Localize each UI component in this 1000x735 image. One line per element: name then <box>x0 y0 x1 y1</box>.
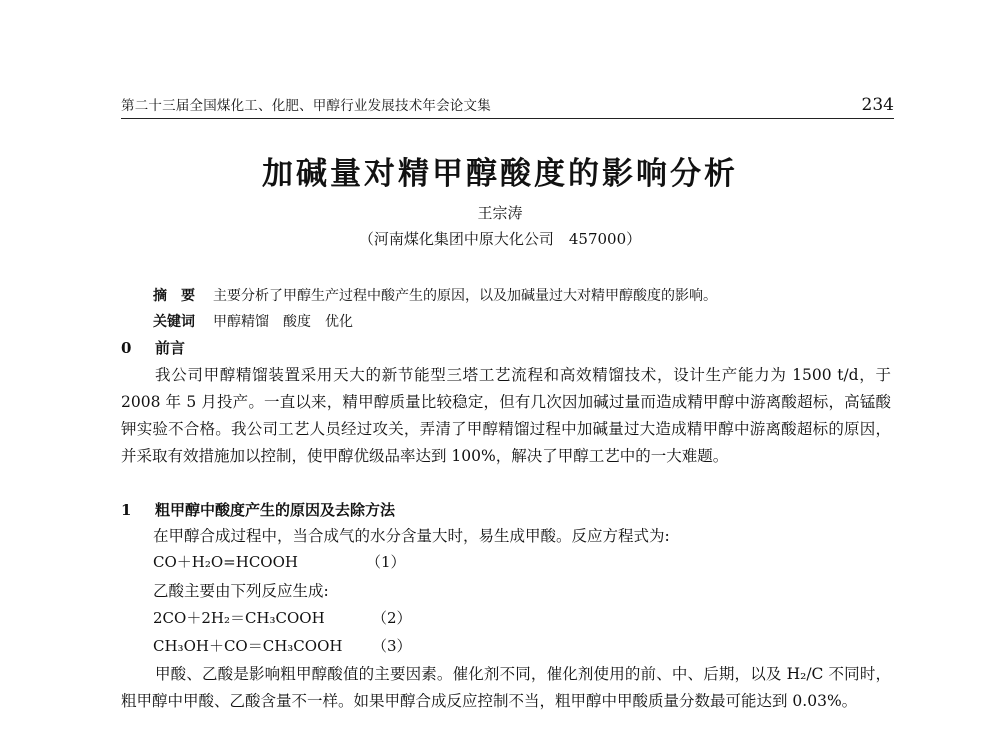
abstract-text: 主要分析了甲醇生产过程中酸产生的原因，以及加碱量过大对精甲醇酸度的影响。 <box>213 288 717 304</box>
journal-title: 第二十三届全国煤化工、化肥、甲醇行业发展技术年会论文集 <box>121 98 491 114</box>
equation-2-number: （2） <box>372 609 412 627</box>
abstract <box>153 285 717 305</box>
keywords-label: 关键词 <box>153 314 195 330</box>
section-title: 粗甲醇中酸度产生的原因及去除方法 <box>155 501 396 519</box>
keywords <box>153 311 353 331</box>
abstract-label: 摘 要 <box>153 288 195 304</box>
keywords-text: 甲醇精馏 酸度 优化 <box>213 314 353 330</box>
introduction-paragraph: 我公司甲醇精馏装置采用天大的新节能型三塔工艺流程和高效精馏技术，设计生产能力为 1500 t/d，于 2008 年 5 月投产。一直以来，精甲醇质量比较稳定，但有几次因加碱过量而造成精甲醇中游离酸超标，高锰酸钾实验不合格。我公司工艺人员经过攻关，弄清了甲醇精馏过程中加碱量过大造成精甲醇中游离酸超标的原因，并采取有效措施加以控制，使甲醇优级品率达到 100%，解决了甲醇工艺中的一大难题。 <box>121 366 891 465</box>
acids-paragraph: 甲酸、乙酸是影响粗甲醇酸值的主要因素。催化剂不同，催化剂使用的前、中、后期，以及 H₂/C 不同时，粗甲醇中甲酸、乙酸含量不一样。如果甲醇合成反应控制不当，粗甲醇中甲酸质量分数最可能达到 0.03%。 <box>121 665 891 710</box>
equation-3: CH₃OH＋CO＝CH₃COOH <box>153 637 343 655</box>
section-heading-introduction <box>121 337 185 358</box>
equation-2: 2CO＋2H₂＝CH₃COOH <box>153 609 325 627</box>
acetic-acid-intro: 乙酸主要由下列反应生成: <box>153 582 329 600</box>
author-affiliation: （河南煤化集团中原大化公司 457000） <box>358 230 642 248</box>
equation-1: CO＋H₂O=HCOOH <box>153 553 298 571</box>
page-number: 234 <box>861 95 894 115</box>
running-header <box>121 92 894 119</box>
section-title: 前言 <box>155 339 186 357</box>
author-name: 王宗涛 <box>477 204 523 222</box>
equation-3-number: （3） <box>372 637 412 655</box>
equation-1-number: （1） <box>366 553 406 571</box>
section-heading-acidity-causes <box>121 499 395 520</box>
section-number: 1 <box>121 501 132 519</box>
formic-acid-intro: 在甲醇合成过程中，当合成气的水分含量大时，易生成甲酸。反应方程式为: <box>153 527 670 545</box>
paper-title: 加碱量对精甲醇酸度的影响分析 <box>262 156 738 192</box>
section-number: 0 <box>121 339 132 357</box>
